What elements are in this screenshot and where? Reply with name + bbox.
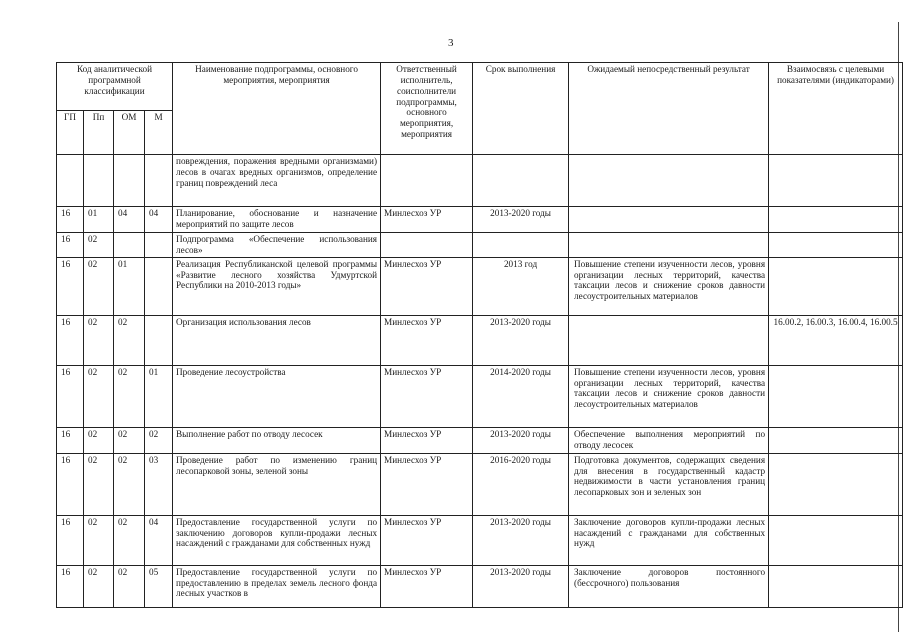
cell-result: Заключение договоров постоянного (бессрочного) пользования bbox=[569, 565, 769, 607]
cell-pp: 02 bbox=[84, 233, 114, 258]
cell-om bbox=[114, 155, 145, 207]
cell-indicators bbox=[769, 427, 903, 453]
cell-indicators bbox=[769, 515, 903, 565]
cell-result: Обеспечение выполнения мероприятий по отводу лесосек bbox=[569, 427, 769, 453]
cell-result: Заключение договоров купли-продажи лесных насаждений с гражданами для собственных нужд bbox=[569, 515, 769, 565]
header-indicators: Взаимосвязь с целевыми показателями (индикаторами) bbox=[769, 63, 903, 155]
cell-indicators bbox=[769, 155, 903, 207]
cell-om: 02 bbox=[114, 515, 145, 565]
cell-indicators bbox=[769, 565, 903, 607]
cell-indicators bbox=[769, 257, 903, 315]
table-row bbox=[57, 257, 903, 315]
cell-pp: 02 bbox=[84, 453, 114, 515]
cell-name: повреждения, поражения вредными организмами) лесов в очагах вредных организмов, определение границ повреждений леса bbox=[173, 155, 381, 207]
cell-term: 2013-2020 годы bbox=[473, 207, 569, 233]
cell-gp: 16 bbox=[57, 453, 84, 515]
cell-pp: 02 bbox=[84, 257, 114, 315]
cell-responsible: Минлесхоз УР bbox=[381, 315, 473, 365]
cell-gp: 16 bbox=[57, 233, 84, 258]
header-gp: ГП bbox=[57, 111, 84, 155]
cell-m: 04 bbox=[145, 207, 173, 233]
cell-gp: 16 bbox=[57, 207, 84, 233]
cell-pp: 02 bbox=[84, 427, 114, 453]
table-row bbox=[57, 515, 903, 565]
cell-name: Реализация Республиканской целевой программы «Развитие лесного хозяйства Удмуртской Республики на 2010-2013 годы» bbox=[173, 257, 381, 315]
cell-m: 02 bbox=[145, 427, 173, 453]
cell-indicators bbox=[769, 207, 903, 233]
cell-term: 2013-2020 годы bbox=[473, 427, 569, 453]
table-row bbox=[57, 315, 903, 365]
cell-gp: 16 bbox=[57, 515, 84, 565]
cell-om: 02 bbox=[114, 365, 145, 427]
cell-m bbox=[145, 155, 173, 207]
cell-indicators bbox=[769, 453, 903, 515]
cell-name: Проведение работ по изменению границ лесопарковой зоны, зеленой зоны bbox=[173, 453, 381, 515]
cell-term: 2013-2020 годы bbox=[473, 565, 569, 607]
cell-term: 2013-2020 годы bbox=[473, 315, 569, 365]
cell-indicators bbox=[769, 233, 903, 258]
table-row bbox=[57, 365, 903, 427]
cell-responsible bbox=[381, 155, 473, 207]
cell-m: 03 bbox=[145, 453, 173, 515]
cell-responsible: Минлесхоз УР bbox=[381, 565, 473, 607]
header-pp: Пп bbox=[84, 111, 114, 155]
cell-pp: 02 bbox=[84, 315, 114, 365]
cell-m bbox=[145, 233, 173, 258]
cell-name: Подпрограмма «Обеспечение использования лесов» bbox=[173, 233, 381, 258]
cell-name: Организация использования лесов bbox=[173, 315, 381, 365]
page-number: 3 bbox=[448, 37, 454, 49]
cell-om bbox=[114, 233, 145, 258]
cell-result: Повышение степени изученности лесов, уровня организации лесных территорий, качества таксации лесов и снижение сроков давности лесоустроительных материалов bbox=[569, 365, 769, 427]
cell-term: 2014-2020 годы bbox=[473, 365, 569, 427]
table-row bbox=[57, 453, 903, 515]
header-om: ОМ bbox=[114, 111, 145, 155]
cell-om: 01 bbox=[114, 257, 145, 315]
cell-gp: 16 bbox=[57, 315, 84, 365]
cell-gp: 16 bbox=[57, 257, 84, 315]
cell-result bbox=[569, 155, 769, 207]
cell-pp: 02 bbox=[84, 365, 114, 427]
cell-term: 2013-2020 годы bbox=[473, 515, 569, 565]
header-result: Ожидаемый непосредственный результат bbox=[569, 63, 769, 155]
cell-om: 02 bbox=[114, 453, 145, 515]
cell-name: Предоставление государственной услуги по предоставлению в пределах земель лесного фонда лесных участков в bbox=[173, 565, 381, 607]
cell-responsible bbox=[381, 233, 473, 258]
header-code-group: Код аналитической программной классификации bbox=[57, 63, 173, 111]
cell-om: 02 bbox=[114, 427, 145, 453]
table-row bbox=[57, 207, 903, 233]
cell-name: Предоставление государственной услуги по заключению договоров купли-продажи лесных насаждений с гражданами для собственных нужд bbox=[173, 515, 381, 565]
cell-result bbox=[569, 315, 769, 365]
cell-term bbox=[473, 155, 569, 207]
cell-result: Подготовка документов, содержащих сведения для внесения в государственный кадастр недвижимости в части установления границ лесопарковых зон и зеленых зон bbox=[569, 453, 769, 515]
table-row bbox=[57, 427, 903, 453]
cell-pp bbox=[84, 155, 114, 207]
cell-term: 2013 год bbox=[473, 257, 569, 315]
header-m: М bbox=[145, 111, 173, 155]
header-term: Срок выполнения bbox=[473, 63, 569, 155]
cell-gp bbox=[57, 155, 84, 207]
cell-result: Повышение степени изученности лесов, уровня организации лесных территорий, качества таксации лесов и снижение сроков давности лесоустроительных материалов bbox=[569, 257, 769, 315]
cell-m: 05 bbox=[145, 565, 173, 607]
cell-name: Планирование, обоснование и назначение мероприятий по защите лесов bbox=[173, 207, 381, 233]
table-row bbox=[57, 565, 903, 607]
cell-responsible: Минлесхоз УР bbox=[381, 257, 473, 315]
cell-responsible: Минлесхоз УР bbox=[381, 207, 473, 233]
cell-gp: 16 bbox=[57, 365, 84, 427]
cell-m: 04 bbox=[145, 515, 173, 565]
table-row bbox=[57, 233, 903, 258]
cell-responsible: Минлесхоз УР bbox=[381, 515, 473, 565]
cell-name: Проведение лесоустройства bbox=[173, 365, 381, 427]
cell-om: 02 bbox=[114, 565, 145, 607]
cell-m bbox=[145, 257, 173, 315]
cell-gp: 16 bbox=[57, 565, 84, 607]
cell-m bbox=[145, 315, 173, 365]
cell-term: 2016-2020 годы bbox=[473, 453, 569, 515]
cell-indicators: 16.00.2, 16.00.3, 16.00.4, 16.00.5 bbox=[769, 315, 903, 365]
cell-result bbox=[569, 207, 769, 233]
header-responsible: Ответственный исполнитель, соисполнители подпрограммы, основного мероприятия, мероприятия bbox=[381, 63, 473, 155]
cell-name: Выполнение работ по отводу лесосек bbox=[173, 427, 381, 453]
cell-m: 01 bbox=[145, 365, 173, 427]
cell-term bbox=[473, 233, 569, 258]
cell-indicators bbox=[769, 365, 903, 427]
cell-pp: 02 bbox=[84, 565, 114, 607]
cell-pp: 01 bbox=[84, 207, 114, 233]
header-name: Наименование подпрограммы, основного мероприятия, мероприятия bbox=[173, 63, 381, 155]
cell-om: 04 bbox=[114, 207, 145, 233]
cell-gp: 16 bbox=[57, 427, 84, 453]
cell-responsible: Минлесхоз УР bbox=[381, 365, 473, 427]
cell-pp: 02 bbox=[84, 515, 114, 565]
program-table bbox=[56, 62, 903, 608]
cell-responsible: Минлесхоз УР bbox=[381, 453, 473, 515]
cell-om: 02 bbox=[114, 315, 145, 365]
cell-result bbox=[569, 233, 769, 258]
table-row bbox=[57, 155, 903, 207]
cell-responsible: Минлесхоз УР bbox=[381, 427, 473, 453]
